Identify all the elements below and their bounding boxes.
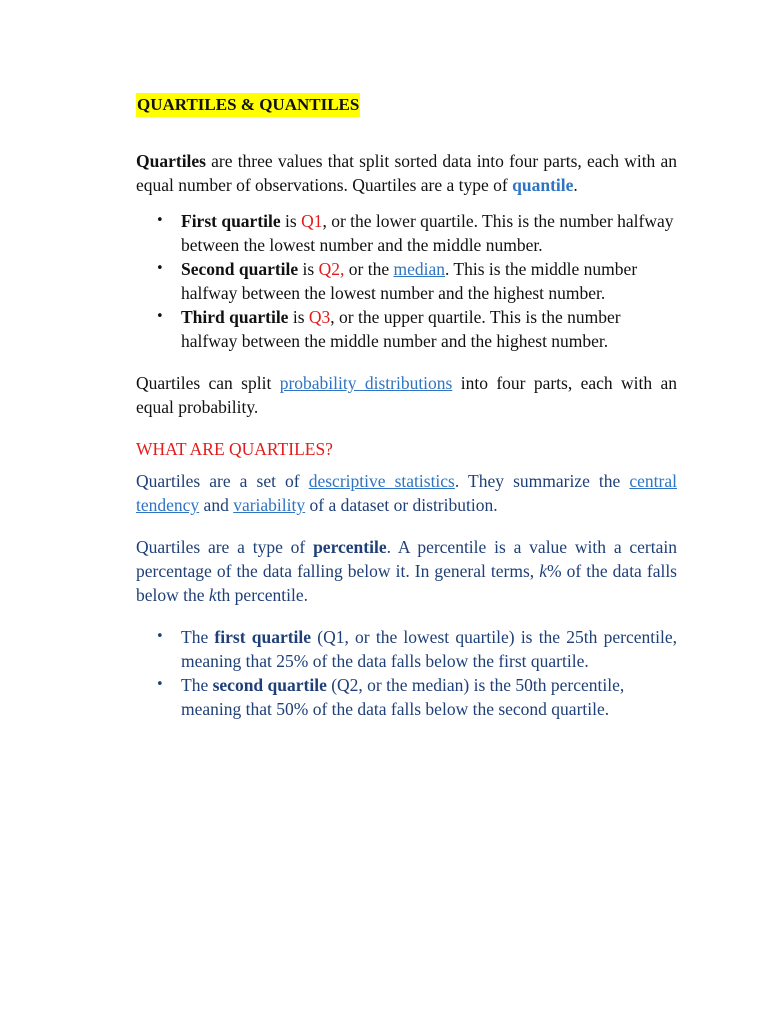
paragraph-text: % of the data falls below the [136,561,677,605]
list-item-code: Q1 [301,211,323,231]
probability-distributions-link[interactable]: probability distributions [279,373,453,393]
list-item-second-quartile-percentile [136,673,677,721]
paragraph-text: into four parts, each with an equal probability. [136,373,678,417]
list-item-text: is [298,259,319,279]
page-title: QUARTILES & QUANTILES [136,93,360,117]
paragraph-text: . A percentile is a value with a certain percentage of the data falling below it. In general terms, [136,537,678,581]
paragraph-text: Quartiles are a set of [136,471,309,491]
distribution-paragraph [136,371,677,419]
list-item-text: , or the upper quartile. This is the number halfway between the middle number and the highest number. [181,307,621,351]
central-tendency-link[interactable]: central tendency [136,471,677,515]
list-item-text: . This is the middle number halfway between the lowest number and the highest number. [181,259,638,303]
paragraph-text: Quartiles can split [136,373,280,393]
list-item-code: Q2, [318,259,345,279]
list-item-first-quartile [136,209,677,257]
percentile-term: percentile [313,537,387,557]
variable-k: k [208,585,217,605]
list-item-text: (Q1, or the lowest quartile) is the 25th percentile, meaning that 25% of the data falls below the first quartile. [181,627,677,671]
paragraph-text: of a dataset or distribution. [305,495,498,515]
list-item-code: Q3 [308,307,331,327]
list-item-text: The [181,627,215,647]
quantile-term: quantile [512,175,574,195]
list-item-text: (Q2, or the median) is the 50th percentile, meaning that 50% of the data falls below the second quartile. [181,675,625,719]
list-item-text: or the [344,259,394,279]
percentile-list [136,625,677,721]
list-item-second-quartile [136,257,677,305]
intro-text: are three values that split sorted data into four parts, each with an equal number of observations. Quartiles are a type of [136,151,677,195]
variability-link[interactable]: variability [233,495,306,515]
descriptive-statistics-paragraph [136,469,677,517]
list-item-term: Third quartile [181,307,289,327]
quartile-definition-list [136,209,677,353]
list-item-text: is [288,307,309,327]
list-item-term: first quartile [214,627,312,647]
document-content [136,92,677,721]
intro-paragraph [136,149,677,197]
variable-k: k [539,561,547,581]
descriptive-statistics-link[interactable]: descriptive statistics [308,471,455,491]
list-item-text: , or the lower quartile. This is the number halfway between the lowest number and the middle number. [181,211,674,255]
percentile-paragraph [136,535,677,607]
list-item-text: is [285,211,302,231]
intro-end: . [573,175,578,195]
section-heading: WHAT ARE QUARTILES? [136,439,333,459]
list-item-term: second quartile [212,675,327,695]
list-item-term: First quartile [181,211,286,231]
paragraph-text: Quartiles are a type of [136,537,314,557]
median-link[interactable]: median [393,259,445,279]
intro-term: Quartiles [136,151,206,171]
list-item-first-quartile-percentile [136,625,677,673]
list-item-text: The [181,675,213,695]
paragraph-text: and [199,495,234,515]
paragraph-text: th percentile. [216,585,309,605]
list-item-term: Second quartile [181,259,299,279]
list-item-third-quartile [136,305,677,353]
paragraph-text: . They summarize the [454,471,630,491]
